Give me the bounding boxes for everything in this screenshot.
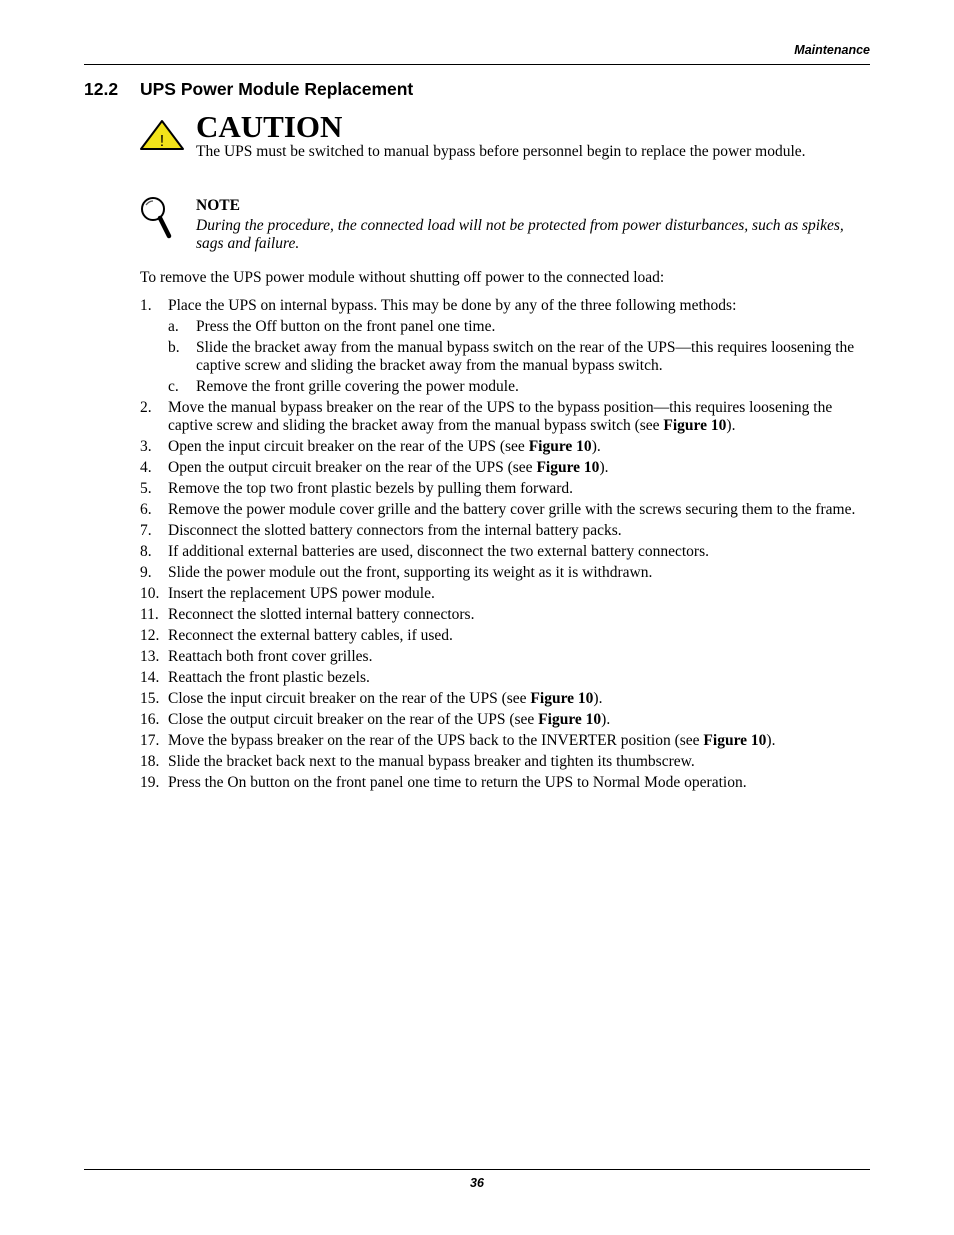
step-number: 4. [140, 459, 152, 476]
step-text-tail: ). [591, 438, 601, 455]
step-text: Reconnect the external battery cables, if used. [168, 627, 453, 644]
step-item [140, 648, 872, 666]
note-title: NOTE [196, 197, 240, 214]
figure-reference: Figure 10 [538, 711, 602, 728]
step-text: Remove the power module cover grille and the battery cover grille with the screws securing them to the frame. [168, 501, 856, 518]
intro-paragraph: To remove the UPS power module without shutting off power to the connected load: [140, 269, 665, 286]
step-number: 5. [140, 480, 152, 497]
step-number: 17. [140, 732, 160, 749]
step-text-tail: ). [601, 711, 611, 728]
footer-rule [84, 1169, 870, 1170]
step-text: Reconnect the slotted internal battery connectors. [168, 606, 475, 623]
header-rule [84, 64, 870, 65]
step-text: Remove the top two front plastic bezels by pulling them forward. [168, 480, 574, 497]
figure-reference: Figure 10 [530, 690, 594, 707]
step-number: 2. [140, 399, 152, 416]
sub-step [140, 339, 872, 375]
sub-step [140, 318, 872, 336]
step-text: Reattach the front plastic bezels. [168, 669, 370, 686]
step-number: 18. [140, 753, 160, 770]
procedure-steps [140, 297, 872, 795]
step-text-tail: ). [726, 417, 736, 434]
step-number: 15. [140, 690, 160, 707]
step-item [140, 606, 872, 624]
step-number: 19. [140, 774, 160, 791]
step-number: 10. [140, 585, 160, 602]
step-number: c. [168, 378, 179, 395]
step-item [140, 480, 872, 498]
step-text: Move the manual bypass breaker on the rear of the UPS to the bypass position—this requires loosening the captive screw and sliding the bracket away from the manual bypass switch (see [168, 399, 833, 434]
step-text: Insert the replacement UPS power module. [168, 585, 435, 602]
step-text: Slide the power module out the front, supporting its weight as it is withdrawn. [168, 564, 653, 581]
step-number: 13. [140, 648, 160, 665]
step-number: 11. [140, 606, 159, 623]
step-item [140, 297, 872, 315]
page-number: 36 [470, 1176, 484, 1190]
step-number: 14. [140, 669, 160, 686]
step-item [140, 732, 872, 750]
magnifier-icon [139, 196, 173, 240]
step-text: Slide the bracket away from the manual bypass switch on the rear of the UPS—this requires loosening the captive screw and sliding the bracket away from the manual bypass switch. [196, 339, 855, 374]
step-item [140, 438, 872, 456]
step-text-tail: ). [593, 690, 603, 707]
section-title: UPS Power Module Replacement [140, 79, 414, 99]
step-text: Reattach both front cover grilles. [168, 648, 373, 665]
step-item [140, 564, 872, 582]
step-text: Remove the front grille covering the power module. [196, 378, 519, 395]
warning-exclamation: ! [159, 133, 165, 150]
step-text-tail: ). [766, 732, 776, 749]
step-text: Press the Off button on the front panel one time. [196, 318, 496, 335]
step-text: Open the input circuit breaker on the rear of the UPS (see [168, 438, 529, 455]
step-item [140, 522, 872, 540]
step-text: Slide the bracket back next to the manual bypass breaker and tighten its thumbscrew. [168, 753, 695, 770]
step-number: 12. [140, 627, 160, 644]
step-number: 16. [140, 711, 160, 728]
step-item [140, 690, 872, 708]
figure-reference: Figure 10 [663, 417, 727, 434]
step-number: 8. [140, 543, 152, 560]
step-item [140, 627, 872, 645]
step-text: Open the output circuit breaker on the rear of the UPS (see [168, 459, 537, 476]
step-item [140, 543, 872, 561]
step-text: Close the input circuit breaker on the rear of the UPS (see [168, 690, 531, 707]
step-text-tail: ). [599, 459, 609, 476]
step-text: Move the bypass breaker on the rear of the UPS back to the INVERTER position (see [168, 732, 704, 749]
figure-reference: Figure 10 [703, 732, 767, 749]
caution-text: The UPS must be switched to manual bypass before personnel begin to replace the power module. [196, 143, 806, 160]
step-number: 6. [140, 501, 152, 518]
header-section-label: Maintenance [794, 43, 870, 57]
step-text: Disconnect the slotted battery connectors from the internal battery packs. [168, 522, 622, 539]
note-text: During the procedure, the connected load will not be protected from power disturbances, such as spikes, sags and failure. [196, 217, 844, 252]
step-text: Press the On button on the front panel one time to return the UPS to Normal Mode operation. [168, 774, 747, 791]
step-item [140, 585, 872, 603]
step-number: b. [168, 339, 180, 356]
warning-triangle-icon [139, 119, 185, 151]
step-item [140, 669, 872, 687]
step-item [140, 774, 872, 792]
figure-reference: Figure 10 [536, 459, 600, 476]
step-item [140, 711, 872, 729]
step-number: 7. [140, 522, 152, 539]
step-item [140, 753, 872, 771]
figure-reference: Figure 10 [528, 438, 592, 455]
section-heading [84, 79, 413, 100]
caution-title: CAUTION [196, 109, 343, 144]
step-number: 9. [140, 564, 152, 581]
step-item [140, 501, 872, 519]
step-text: Close the output circuit breaker on the rear of the UPS (see [168, 711, 539, 728]
step-text: Place the UPS on internal bypass. This may be done by any of the three following methods: [168, 297, 737, 314]
step-text: If additional external batteries are used, disconnect the two external battery connectors. [168, 543, 709, 560]
step-item [140, 459, 872, 477]
step-number: 3. [140, 438, 152, 455]
step-item [140, 399, 872, 435]
sub-step [140, 378, 872, 396]
section-number: 12.2 [84, 79, 119, 99]
step-number: 1. [140, 297, 152, 314]
step-number: a. [168, 318, 179, 335]
